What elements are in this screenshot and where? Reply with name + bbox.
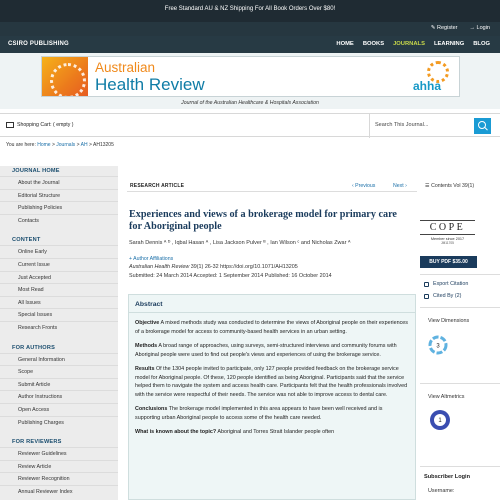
sidebar-item-research-fronts[interactable]: Research Fronts [0, 321, 118, 334]
brand-logo[interactable]: CSIRO PUBLISHING [8, 41, 69, 47]
known-text: Aboriginal and Torres Strait Islander people often [216, 429, 335, 435]
login-link[interactable] [470, 25, 491, 31]
abstract-methods [129, 342, 415, 359]
dimensions-badge-icon[interactable] [428, 335, 448, 355]
export-icon [424, 282, 429, 287]
register-label: Register [437, 25, 458, 31]
breadcrumb-sep: > [51, 142, 55, 148]
main-nav [336, 41, 490, 47]
journal-banner[interactable] [41, 56, 460, 97]
cited-by-link[interactable] [424, 293, 461, 299]
sidebar-heading-content: CONTENT [12, 237, 41, 244]
utility-links [431, 25, 490, 31]
ahha-logo: ahha [412, 79, 441, 93]
cope-code: JM11705 [441, 241, 454, 245]
banner-line2: Health Review [95, 75, 205, 94]
breadcrumb-prefix: You are here: [6, 142, 36, 148]
sidebar-item-about[interactable]: About the Journal [0, 176, 118, 189]
results-label: Results [135, 366, 155, 372]
sidebar-item-general-info[interactable]: General Information [0, 353, 118, 366]
sidebar-item-scope[interactable]: Scope [0, 365, 118, 378]
abstract-known [129, 428, 415, 437]
abstract-heading: Abstract [129, 295, 415, 313]
sidebar-item-review-article[interactable]: Review Article [0, 460, 118, 473]
sidebar-item-just-accepted[interactable]: Just Accepted [0, 271, 118, 284]
sidebar-item-publishing-charges[interactable]: Publishing Charges [0, 416, 118, 429]
username-label: Username: [428, 488, 455, 494]
cart-search-bar [0, 113, 500, 137]
search-divider [369, 114, 370, 138]
utility-bar [0, 22, 500, 36]
shopping-cart[interactable] [6, 122, 74, 128]
article-authors: Sarah Dennis ᴬ ᴰ , Iqbal Hasan ᴬ , Lisa Jackson Pulver ᴮ , Ian Wilson ᶜ and Nicholas Zwar ᴬ [129, 240, 351, 246]
breadcrumb-journal[interactable]: AH [80, 142, 88, 148]
sidebar [0, 166, 118, 500]
breadcrumb-home[interactable]: Home [37, 142, 51, 148]
sidebar-item-editorial[interactable]: Editorial Structure [0, 189, 118, 202]
methods-label: Methods [135, 343, 158, 349]
contents-label: Contents Vol 39(1) [431, 183, 475, 189]
breadcrumb-sep: > [88, 142, 92, 148]
article-bar [127, 180, 417, 192]
cited-label: Cited By (2) [433, 293, 462, 299]
sidebar-heading-journal-home[interactable]: JOURNAL HOME [12, 168, 60, 174]
cope-member-text: Member since 2017 [430, 237, 465, 241]
sidebar-item-contacts[interactable]: Contacts [0, 214, 118, 227]
objective-label: Objective [135, 320, 160, 326]
conclusions-text: The brokerage model implemented in this area appears to have been well received and is supporting urban Aboriginal people to access some of the health care needed. [135, 406, 383, 421]
main-navbar [0, 36, 500, 53]
previous-link[interactable]: ‹ Previous [352, 183, 376, 189]
altmetric-score: 1 [438, 418, 442, 425]
sidebar-item-open-access[interactable]: Open Access [0, 403, 118, 416]
nav-learning[interactable]: LEARNING [433, 41, 465, 47]
banner-line1: Australian [95, 60, 156, 75]
dimensions-count: 3 [436, 343, 440, 350]
sidebar-item-reviewer-recognition[interactable]: Reviewer Recognition [0, 472, 118, 485]
sidebar-item-special-issues[interactable]: Special Issues [0, 308, 118, 321]
login-icon: → [469, 25, 477, 31]
results-text: Of the 1304 people invited to participate, only 127 people provided feedback on the brokerage service model for Aboriginal people. Of these, 120 people identified as being Aboriginal. Participants said that the service helped them to navigate the system and access health care. Participants felt that the health professionals involved with the service were respectful of their needs. The service was not able to improve access to dental care. [135, 366, 408, 398]
author-affiliations-toggle[interactable]: + Author Affiliations [129, 256, 174, 262]
register-link[interactable] [431, 25, 458, 31]
contents-link[interactable] [425, 183, 474, 189]
next-link[interactable]: Next › [393, 183, 407, 189]
divider [420, 383, 500, 384]
cart-label: Shopping Cart: ( empty ) [17, 122, 74, 128]
citation-journal: Australian Health Review [129, 264, 190, 270]
sidebar-item-online-early[interactable]: Online Early [0, 245, 118, 258]
export-citation-link[interactable] [424, 281, 468, 287]
subscriber-login-heading: Subscriber Login [424, 474, 470, 480]
breadcrumb-sep: > [76, 142, 80, 148]
search-input[interactable]: Search This Journal... [375, 122, 429, 128]
export-label: Export Citation [433, 281, 469, 287]
methods-text: A broad range of approaches, using surveys, semi-structured interviews and community forums with Aboriginal people were used to find out people's views and experiences of using the brokerage service. [135, 343, 397, 358]
sidebar-item-most-read[interactable]: Most Read [0, 283, 118, 296]
abstract-panel [128, 294, 416, 500]
citation-details: 39(1) 26-32 https://doi.org/10.1071/AH13205 [189, 264, 298, 270]
nav-books[interactable]: BOOKS [362, 41, 385, 47]
article-citation [129, 264, 298, 270]
user-icon: ✎ [430, 25, 438, 31]
cope-logo: COPE [420, 220, 475, 235]
search-button[interactable] [474, 118, 491, 134]
view-altmetrics-label: View Altmetrics [428, 394, 465, 400]
divider [420, 466, 500, 467]
journal-tagline: Journal of the Australian Healthcare & Hospitals Association [181, 100, 319, 106]
divider [420, 274, 500, 275]
list-icon: ☰ [425, 183, 432, 189]
objective-text: A mixed methods study was conducted to determine the views of Aboriginal people on their experiences of a brokerage model for access to community-based health services in an urban setting. [135, 320, 408, 335]
cope-badge[interactable] [420, 214, 475, 252]
sidebar-heading-for-reviewers: FOR REVIEWERS [12, 439, 62, 446]
sidebar-item-policies[interactable]: Publishing Policies [0, 201, 118, 214]
nav-blog[interactable]: BLOG [473, 41, 490, 47]
article-title: Experiences and views of a brokerage model for primary care for Aboriginal people [129, 209, 397, 232]
breadcrumb-current: AH13205 [93, 142, 114, 148]
cart-icon [6, 122, 14, 128]
sidebar-item-all-issues[interactable]: All Issues [0, 296, 118, 309]
conclusions-label: Conclusions [135, 406, 168, 412]
citation-icon [424, 294, 429, 299]
sidebar-heading-for-authors: FOR AUTHORS [12, 344, 56, 351]
sidebar-item-submit-article[interactable]: Submit Article [0, 378, 118, 391]
journal-logo-graphic [42, 57, 88, 97]
divider [420, 307, 500, 308]
nav-home[interactable]: HOME [336, 41, 354, 47]
promo-bar [0, 0, 500, 22]
altmetric-badge-icon[interactable] [429, 409, 451, 431]
abstract-objective [129, 319, 415, 336]
nav-journals[interactable]: JOURNALS [393, 41, 425, 47]
abstract-conclusions [129, 405, 415, 422]
promo-text: Free Standard AU & NZ Shipping For All Book Orders Over $80! [164, 6, 336, 12]
breadcrumb-journals[interactable]: Journals [56, 142, 76, 148]
sidebar-item-reviewer-guidelines[interactable]: Reviewer Guidelines [0, 447, 118, 460]
known-label: What is known about the topic? [135, 429, 217, 435]
view-dimensions-label: View Dimensions [428, 318, 470, 324]
breadcrumb [6, 142, 114, 148]
sidebar-item-current-issue[interactable]: Current Issue [0, 258, 118, 271]
abstract-results [129, 365, 415, 399]
login-label: Login [476, 25, 490, 31]
article-dates: Submitted: 24 March 2014 Accepted: 1 September 2014 Published: 16 October 2014 [129, 273, 332, 279]
buy-pdf-button[interactable]: BUY PDF $35.00 [420, 256, 477, 268]
sidebar-item-author-instructions[interactable]: Author Instructions [0, 390, 118, 403]
article-type: RESEARCH ARTICLE [130, 183, 185, 189]
sidebar-item-annual-reviewer-index[interactable]: Annual Reviewer Index [0, 485, 118, 498]
